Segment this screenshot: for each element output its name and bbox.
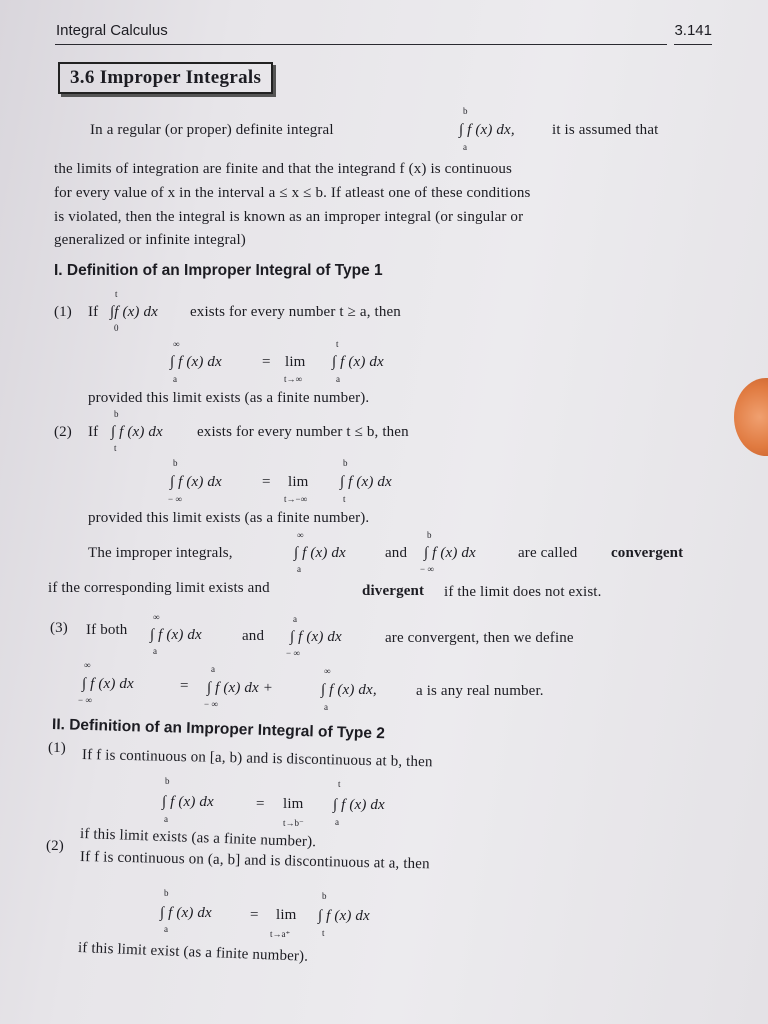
intro-line1-end: it is assumed that [552, 122, 659, 138]
type1-item3-int1-lower: a [153, 646, 157, 656]
conv-divergent: divergent [362, 583, 425, 599]
type1-item2-lhs: ∫ f (x) dx [170, 474, 222, 490]
type2-item2-lim: lim [276, 907, 297, 923]
type1-item2-provided: provided this limit exists (as a finite number). [88, 510, 370, 526]
type1-item1-if: If [88, 304, 99, 320]
type2-item2-num: (2) [46, 838, 64, 854]
type1-item2-rhs-lower: t [343, 494, 346, 504]
type1-item3-int2: ∫ f (x) dx [290, 629, 342, 645]
type1-item3-f-t1-upper: a [211, 664, 215, 674]
type1-item1-text-end: exists for every number t ≥ a, then [190, 304, 401, 320]
intro-line5: generalized or infinite integral) [54, 232, 246, 248]
type2-item1-lim: lim [283, 796, 304, 812]
type2-item1-num: (1) [48, 740, 66, 756]
type1-item3-f-t2: ∫ f (x) dx, [321, 682, 377, 698]
conv-int1: ∫ f (x) dx [294, 545, 346, 561]
type2-item1-lhs: ∫ f (x) dx [162, 794, 214, 810]
type2-item2-lhs-upper: b [164, 888, 169, 898]
type1-item3-int2-upper: a [293, 614, 297, 624]
type1-item2-lhs-upper: b [173, 458, 178, 468]
type2-item2-text: If f is continuous on (a, b] and is discontinuous at a, then [79, 849, 430, 873]
conv-int2-upper: b [427, 530, 432, 540]
type1-item3-f-lhs-lower: − ∞ [78, 695, 92, 705]
type1-item1-lhs-lower: a [173, 374, 177, 384]
type2-item1-rhs-upper: t [338, 779, 341, 789]
type2-item1-lhs-lower: a [164, 814, 168, 824]
type1-item2-num: (2) [54, 424, 72, 440]
type1-item1-lim: lim [285, 354, 306, 370]
type2-item2-rhs-upper: b [322, 891, 327, 901]
type1-item2-lhs-lower: − ∞ [168, 494, 182, 504]
type2-item2-rhs: ∫ f (x) dx [318, 908, 370, 924]
type1-item1-lower: 0 [114, 323, 119, 333]
intro-line4: is violated, then the integral is known as an improper integral (or singular or [54, 209, 524, 225]
header-rule [55, 44, 667, 45]
type2-item2-eq: = [250, 907, 259, 923]
running-header-title: Integral Calculus [56, 22, 168, 39]
conv-start: The improper integrals, [88, 545, 233, 561]
intro-integral-lower: a [463, 142, 467, 152]
type2-item1-lim-sub: t→b⁻ [283, 818, 304, 828]
finger-edge [734, 378, 768, 456]
type2-heading: II. Definition of an Improper Integral of Type 2 [51, 716, 386, 743]
conv-convergent: convergent [611, 545, 684, 561]
type2-item1-provided: if this limit exists (as a finite number). [79, 826, 317, 851]
type2-item1-text: If f is continuous on [a, b) and is discontinuous at b, then [81, 747, 433, 771]
type1-item3-f-lhs: ∫ f (x) dx [82, 676, 134, 692]
type1-item3-ifboth: If both [86, 622, 128, 638]
type1-item3-int2-lower: − ∞ [286, 648, 300, 658]
type1-item2-integral: ∫ f (x) dx [111, 424, 163, 440]
type1-item3-f-t1: ∫ f (x) dx + [207, 680, 274, 696]
type1-item1-lim-sub: t→∞ [284, 374, 302, 384]
conv-and: and [385, 545, 408, 561]
type1-item3-f-t2-upper: ∞ [324, 666, 331, 676]
type1-item2-lim-sub: t→−∞ [284, 494, 307, 504]
type1-item3-and: and [242, 628, 265, 644]
type1-item1-provided: provided this limit exists (as a finite number). [88, 390, 370, 406]
type2-item2-lhs: ∫ f (x) dx [160, 905, 212, 921]
conv-line2-end: if the limit does not exist. [444, 584, 602, 600]
type1-item3-f-lhs-upper: ∞ [84, 660, 91, 670]
intro-integral: ∫ f (x) dx, [459, 122, 515, 138]
type1-item2-text-end: exists for every number t ≤ b, then [197, 424, 409, 440]
type1-item1-upper: t [115, 289, 118, 299]
type1-item2-eq: = [262, 474, 271, 490]
header-rule-right [674, 44, 712, 45]
conv-end: are called [518, 545, 578, 561]
page-number: 3.141 [674, 22, 712, 39]
conv-int1-upper: ∞ [297, 530, 304, 540]
type2-item2-rhs-lower: t [322, 928, 325, 938]
type1-item3-f-tail: a is any real number. [416, 683, 544, 699]
type1-item3-f-eq: = [180, 678, 189, 694]
conv-int2: ∫ f (x) dx [424, 545, 476, 561]
type2-item2-lhs-lower: a [164, 924, 168, 934]
intro-line2: the limits of integration are finite and that the integrand f (x) is continuous [54, 161, 512, 177]
type1-item1-rhs-lower: a [336, 374, 340, 384]
type1-item3-int1: ∫ f (x) dx [150, 627, 202, 643]
section-title: 3.6 Improper Integrals [58, 62, 273, 94]
type2-item1-rhs-lower: a [335, 817, 339, 827]
type2-item2-lim-sub: t→a⁺ [270, 929, 291, 939]
conv-int1-lower: a [297, 564, 301, 574]
type1-item1-eq: = [262, 354, 271, 370]
type1-item2-if: If [88, 424, 99, 440]
type1-item3-f-t2-lower: a [324, 702, 328, 712]
type1-item2-rhs: ∫ f (x) dx [340, 474, 392, 490]
intro-integral-upper: b [463, 106, 468, 116]
type2-item1-eq: = [256, 796, 265, 812]
type2-item2-provided: if this limit exist (as a finite number). [77, 940, 309, 965]
conv-int2-lower: − ∞ [420, 564, 434, 574]
intro-line1-start: In a regular (or proper) definite integral [90, 122, 334, 138]
type1-item2-lower: t [114, 443, 117, 453]
type2-item1-lhs-upper: b [165, 776, 170, 786]
conv-line2-start: if the corresponding limit exists and [48, 580, 270, 596]
type1-item3-f-t1-lower: − ∞ [204, 699, 218, 709]
type1-item1-integral: ∫f (x) dx [110, 304, 158, 320]
type1-item1-lhs-upper: ∞ [173, 339, 180, 349]
type1-item3-int1-upper: ∞ [153, 612, 160, 622]
type1-item2-rhs-upper: b [343, 458, 348, 468]
type1-item1-num: (1) [54, 304, 72, 320]
type1-item2-lim: lim [288, 474, 309, 490]
type1-item3-num: (3) [50, 620, 68, 636]
type1-item1-lhs: ∫ f (x) dx [170, 354, 222, 370]
type1-heading: I. Definition of an Improper Integral of Type 1 [54, 262, 383, 279]
intro-line3: for every value of x in the interval a ≤ x ≤ b. If atleast one of these conditions [54, 185, 531, 201]
type1-item1-rhs-upper: t [336, 339, 339, 349]
type1-item3-text-end: are convergent, then we define [385, 630, 574, 646]
type2-item1-rhs: ∫ f (x) dx [333, 797, 385, 813]
type1-item1-rhs: ∫ f (x) dx [332, 354, 384, 370]
type1-item2-upper: b [114, 409, 119, 419]
